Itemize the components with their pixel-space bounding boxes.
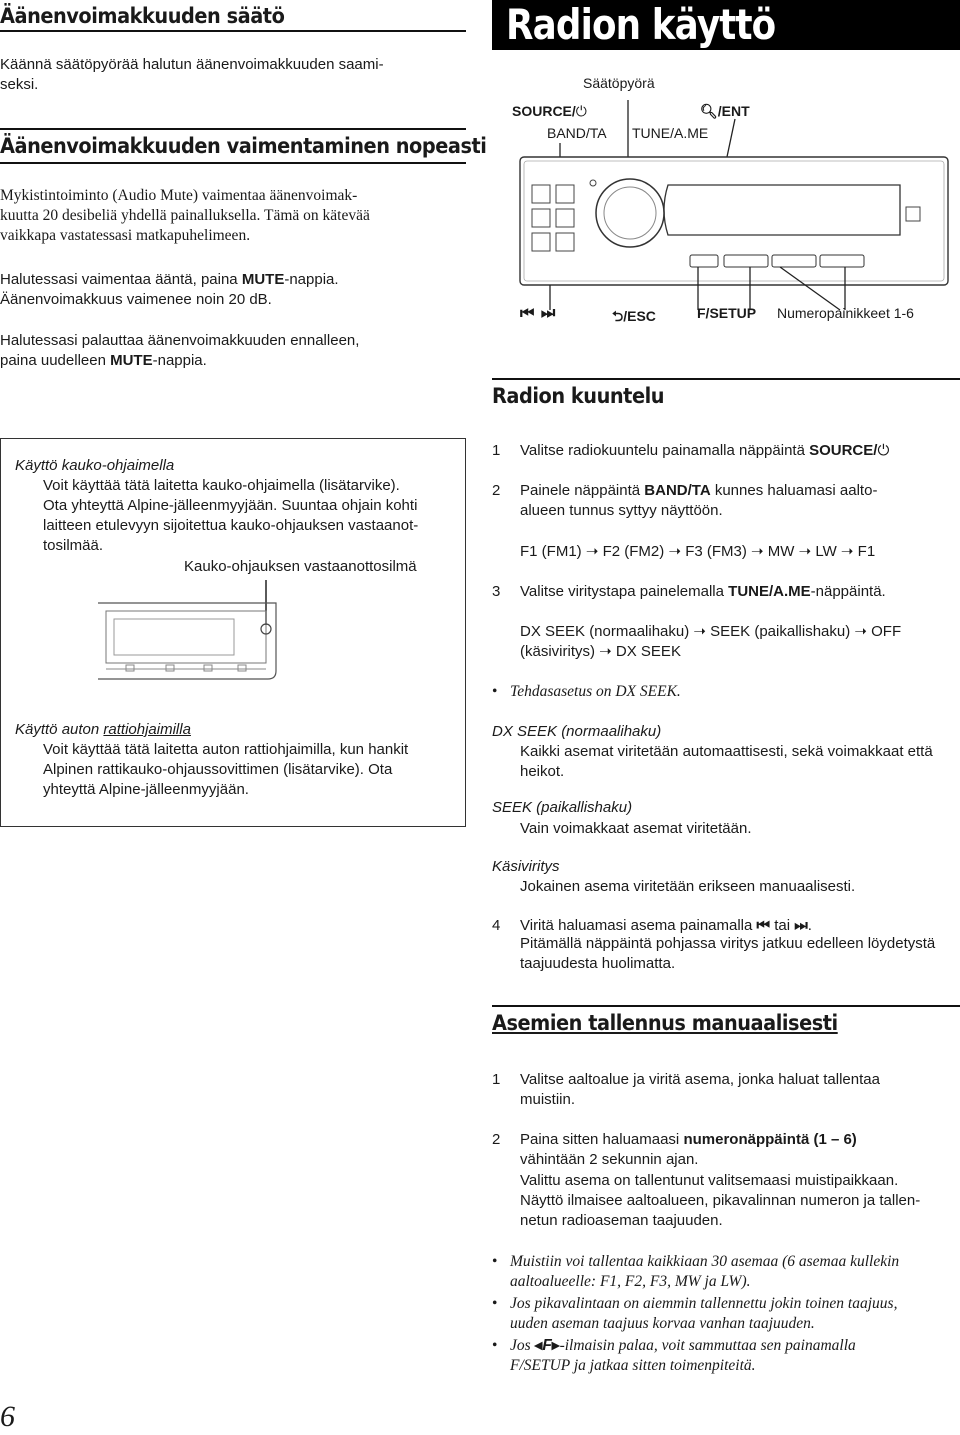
remote-line-1: Voit käyttää tätä laitetta kauko-ohjaimella (lisätarvike). bbox=[43, 477, 400, 494]
note-memory-1a: • Muistiin voi tallentaa kaikkiaan 30 asemaa (6 asemaa kullekin bbox=[510, 1252, 899, 1272]
heading-rule bbox=[0, 162, 466, 164]
search-icon: 🔍︎ bbox=[700, 103, 718, 119]
mem-step-2-number: 2 bbox=[492, 1131, 501, 1148]
mem-step-1-text-1: Valitse aaltoalue ja viritä asema, jonka haluat tallentaa bbox=[520, 1071, 880, 1088]
seek-item: OFF bbox=[871, 623, 902, 640]
mute-text-3: vaikkapa vastatessasi matkapuhelimeen. bbox=[0, 227, 251, 244]
section-title-bar bbox=[492, 0, 960, 50]
prev-track-icon: ⏮ bbox=[756, 917, 771, 934]
seek-sequence-cont bbox=[520, 642, 681, 662]
step-3 bbox=[520, 582, 886, 602]
step-4-number: 4 bbox=[492, 917, 501, 934]
remote-line-4: tosilmää. bbox=[43, 537, 104, 554]
volume-text-2: seksi. bbox=[0, 76, 39, 93]
mem-step-2-text-3: Valittu asema on tallentunut valitsemaasi muistipaikkaan. bbox=[520, 1172, 899, 1189]
note-memory-2b: uuden aseman taajuus korvaa vanhan taajuuden. bbox=[510, 1315, 815, 1332]
heading-rule bbox=[492, 1005, 960, 1007]
step-4-text: tai bbox=[770, 917, 795, 934]
arrow-icon: ➝ bbox=[751, 543, 764, 560]
heading-rule bbox=[492, 378, 960, 380]
mem-step-1-text-2: muistiin. bbox=[520, 1091, 576, 1108]
steering-line-3: yhteyttä Alpine-jälleenmyyjään. bbox=[43, 781, 249, 798]
radio-unit-illustration bbox=[510, 95, 960, 325]
volume-text-1: Käännä säätöpyörää halutun äänenvoimakkuuden saami- bbox=[0, 56, 384, 73]
arrow-icon: ➝ bbox=[693, 623, 706, 640]
note-text: Jos bbox=[510, 1337, 535, 1354]
seek-buttons-label bbox=[520, 305, 556, 323]
mute-text-2: kuutta 20 desibeliä yhdellä painalluksella. Tämä on kätevää bbox=[0, 207, 370, 224]
arrow-icon: ➝ bbox=[668, 543, 682, 560]
label-band-ta: BAND/TA bbox=[547, 125, 607, 141]
dx-seek-heading: DX SEEK (normaalihaku) bbox=[492, 723, 662, 740]
mute-text-1: Mykistintoiminto (Audio Mute) vaimentaa äänenvoimak- bbox=[0, 187, 358, 204]
mute-text: -nappia. bbox=[284, 271, 339, 288]
step-3-text: Valitse viritystapa painelemalla bbox=[520, 583, 729, 600]
label-esc-text: /ESC bbox=[623, 308, 656, 324]
label-source-text: SOURCE/ bbox=[512, 103, 576, 119]
step-4-text: Viritä haluamasi asema painamalla bbox=[520, 917, 757, 934]
step-4-text: . bbox=[807, 917, 812, 934]
band-item: F2 (FM2) bbox=[602, 543, 665, 560]
step-3-text: -näppäintä. bbox=[810, 583, 886, 600]
mem-step-1-number: 1 bbox=[492, 1071, 501, 1088]
seek-item: SEEK (paikallishaku) bbox=[710, 623, 851, 640]
mute-text: Halutessasi vaimentaa ääntä, paina bbox=[0, 271, 242, 288]
steering-title-part: Käyttö auton bbox=[15, 721, 104, 738]
mute-instruction-1 bbox=[0, 270, 339, 290]
heading-volume: Äänenvoimakkuuden säätö bbox=[0, 4, 285, 28]
next-track-icon: ⏭ bbox=[794, 917, 808, 934]
mute-button-label: MUTE bbox=[241, 271, 285, 288]
page-number: 6 bbox=[0, 1400, 15, 1433]
dx-seek-text-1: Kaikki asemat viritetään automaattisesti, sekä voimakkaat että bbox=[520, 743, 933, 760]
arrow-icon: ➝ bbox=[854, 623, 867, 640]
remote-receiver-illustration bbox=[86, 575, 286, 695]
heading-listening: Radion kuuntelu bbox=[492, 384, 665, 408]
mute-text: -nappia. bbox=[152, 352, 207, 369]
mute-button-label: MUTE bbox=[110, 352, 153, 369]
step-4-text-2: taajuudesta huolimatta. bbox=[520, 955, 676, 972]
band-button-label: BAND/TA bbox=[644, 482, 711, 499]
step-4 bbox=[520, 916, 812, 936]
steering-title-part: rattiohjaimilla bbox=[103, 721, 191, 738]
step-2-number: 2 bbox=[492, 482, 501, 499]
label-esc bbox=[612, 306, 656, 330]
mem-step-2 bbox=[520, 1130, 857, 1150]
band-item: LW bbox=[815, 543, 837, 560]
note-text: -ilmaisin palaa, voit sammuttaa sen painamalla bbox=[559, 1337, 856, 1354]
arrow-icon: ➝ bbox=[585, 543, 599, 560]
label-preset-buttons: Numeropainikkeet 1-6 bbox=[777, 305, 914, 321]
band-item: F1 (FM1) bbox=[520, 543, 582, 560]
steering-line-1: Voit käyttää tätä laitetta auton rattiohjaimilla, kun hankit bbox=[43, 741, 409, 758]
step-1 bbox=[520, 441, 889, 461]
remote-line-2: Ota yhteyttä Alpine-jälleenmyyjään. Suuntaa ohjain kohti bbox=[43, 497, 418, 514]
prev-track-icon: ⏮ bbox=[520, 305, 536, 322]
heading-mute: Äänenvoimakkuuden vaimentaminen nopeasti bbox=[0, 134, 487, 158]
source-button-label: SOURCE/ bbox=[809, 442, 878, 459]
power-icon: ⏻ bbox=[877, 442, 890, 459]
steering-title bbox=[15, 720, 191, 740]
seek-text: Vain voimakkaat asemat viritetään. bbox=[520, 820, 752, 837]
band-sequence bbox=[520, 542, 875, 562]
mute-instruction-2: Äänenvoimakkuus vaimenee noin 20 dB. bbox=[0, 291, 272, 308]
label-tune-ame: TUNE/A.ME bbox=[632, 125, 709, 141]
seek-sequence bbox=[520, 622, 901, 642]
preset-button-label: numeronäppäintä (1 – 6) bbox=[683, 1131, 857, 1148]
remote-line-3: laitteen etulevyyn sijoitettua kauko-ohjauksen vastaanot- bbox=[43, 517, 419, 534]
step-2-text: kunnes haluamasi aalto- bbox=[710, 482, 878, 499]
heading-rule bbox=[0, 30, 466, 32]
note-factory-setting: • Tehdasasetus on DX SEEK. bbox=[510, 682, 681, 702]
heading-memory: Asemien tallennus manuaalisesti bbox=[492, 1011, 838, 1035]
manual-text: Jokainen asema viritetään erikseen manuaalisesti. bbox=[520, 878, 856, 895]
steering-line-2: Alpinen rattikauko-ohjaussovittimen (lisätarvike). Ota bbox=[43, 761, 393, 778]
step-2 bbox=[520, 481, 877, 501]
step-1-text: Valitse radiokuuntelu painamalla näppäintä bbox=[520, 442, 810, 459]
mem-step-2-text-5: netun radioaseman taajuuden. bbox=[520, 1212, 723, 1229]
mute-text: paina uudelleen bbox=[0, 352, 111, 369]
mem-step-2-text-2: vähintään 2 sekunnin ajan. bbox=[520, 1151, 699, 1168]
step-2-text: Painele näppäintä bbox=[520, 482, 645, 499]
seek-item: DX SEEK bbox=[615, 643, 681, 660]
arrow-icon: ➝ bbox=[798, 543, 812, 560]
seek-heading: SEEK (paikallishaku) bbox=[492, 799, 633, 816]
next-track-icon: ⏭ bbox=[540, 305, 557, 322]
label-fsetup: F/SETUP bbox=[697, 305, 757, 321]
label-control-wheel: Säätöpyörä bbox=[583, 75, 655, 91]
manual-heading: Käsiviritys bbox=[492, 858, 560, 875]
mute-instruction-4 bbox=[0, 351, 207, 371]
f-indicator-icon: ◂F▸ bbox=[534, 1337, 560, 1354]
band-item: MW bbox=[767, 543, 795, 560]
note-memory-1b: aaltoalueelle: F1, F2, F3, MW ja LW). bbox=[510, 1273, 751, 1290]
band-item: F3 (FM3) bbox=[685, 543, 747, 560]
note-memory-3a bbox=[510, 1336, 856, 1356]
remote-title: Käyttö kauko-ohjaimella bbox=[15, 457, 175, 474]
heading-rule bbox=[0, 128, 466, 130]
dx-seek-text-2: heikot. bbox=[520, 763, 565, 780]
section-title: Radion käyttö bbox=[506, 0, 776, 49]
return-icon: ⮌ bbox=[612, 308, 624, 324]
arrow-icon: ➝ bbox=[840, 543, 854, 560]
mute-instruction-3: Halutessasi palauttaa äänenvoimakkuuden ennalleen, bbox=[0, 332, 360, 349]
step-2-cont: alueen tunnus syttyy näyttöön. bbox=[520, 502, 723, 519]
arrow-icon: ➝ bbox=[599, 643, 612, 660]
note-memory-3b: F/SETUP ja jatkaa sitten toimenpiteitä. bbox=[510, 1357, 756, 1374]
label-ent-text: /ENT bbox=[717, 103, 750, 119]
seek-item: DX SEEK (normaalihaku) bbox=[520, 623, 690, 640]
power-icon: ⏻ bbox=[575, 103, 587, 119]
step-4-text-1: Pitämällä näppäintä pohjassa viritys jatkuu edelleen löydetystä bbox=[520, 935, 936, 952]
band-item: F1 bbox=[857, 543, 876, 560]
mem-step-2-text-4: Näyttö ilmaisee aaltoalueen, pikavalinnan numeron ja tallen- bbox=[520, 1192, 921, 1209]
remote-eye-caption: Kauko-ohjauksen vastaanottosilmä bbox=[184, 558, 417, 575]
note-memory-2a: • Jos pikavalintaan on aiemmin tallennettu jokin toinen taajuus, bbox=[510, 1294, 897, 1314]
mem-step-2-text: Paina sitten haluamaasi bbox=[520, 1131, 684, 1148]
step-1-number: 1 bbox=[492, 442, 501, 459]
tune-button-label: TUNE/A.ME bbox=[728, 583, 811, 600]
step-3-number: 3 bbox=[492, 583, 501, 600]
seek-item: (käsiviritys) bbox=[520, 643, 595, 660]
